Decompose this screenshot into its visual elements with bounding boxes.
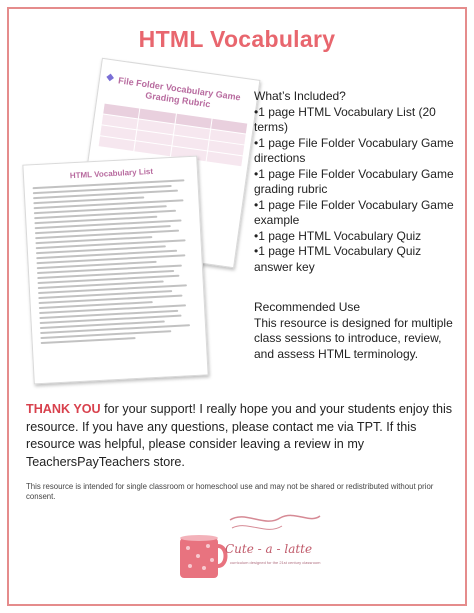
included-item: •1 page File Folder Vocabulary Game directions — [254, 135, 454, 165]
included-item: •1 page HTML Vocabulary Quiz answer key — [254, 244, 422, 274]
included-item: •1 page HTML Vocabulary List (20 terms) — [254, 104, 436, 134]
usage-disclaimer: This resource is intended for single classroom or homeschool use and may not be shared or redistributed without prior consent. — [26, 482, 434, 501]
vocabulary-preview-heading: HTML Vocabulary List — [69, 166, 154, 181]
thank-you-text: for your support! I really hope you and your students enjoy this resource. If you have any questions, please contact me via TPT. If this resource was helpful, please consider leaving a review in my TeachersPayTeachers store. — [26, 402, 453, 469]
thank-you-message — [26, 401, 456, 471]
included-item: •1 page File Folder Vocabulary Game example — [254, 197, 454, 227]
recommended-use-heading: Recommended Use — [254, 300, 361, 314]
thank-you-lead: THANK YOU — [26, 402, 101, 416]
brand-logo-name: Cute - a - latte — [225, 542, 313, 556]
rubric-preview-heading: File Folder Vocabulary Game Grading Rubric — [117, 75, 242, 110]
recommended-use-text: This resource is designed for multiple class sessions to introduce, review, and assess HTML terminology. — [254, 315, 453, 361]
page-title: HTML Vocabulary — [138, 26, 336, 52]
brand-logo-tagline: curriculum designed for the 21st century classroom — [230, 560, 321, 565]
vocabulary-list-page-preview — [22, 156, 208, 385]
game-icon: ◆ — [105, 71, 115, 84]
whats-included-heading: What’s Included? — [254, 89, 346, 103]
recommended-use-section — [254, 300, 464, 362]
brand-logo — [170, 510, 340, 590]
whats-included-section — [254, 89, 458, 275]
included-item: •1 page HTML Vocabulary Quiz — [254, 228, 422, 243]
included-item: •1 page File Folder Vocabulary Game grading rubric — [254, 166, 454, 196]
vocabulary-preview-lines — [33, 179, 199, 347]
